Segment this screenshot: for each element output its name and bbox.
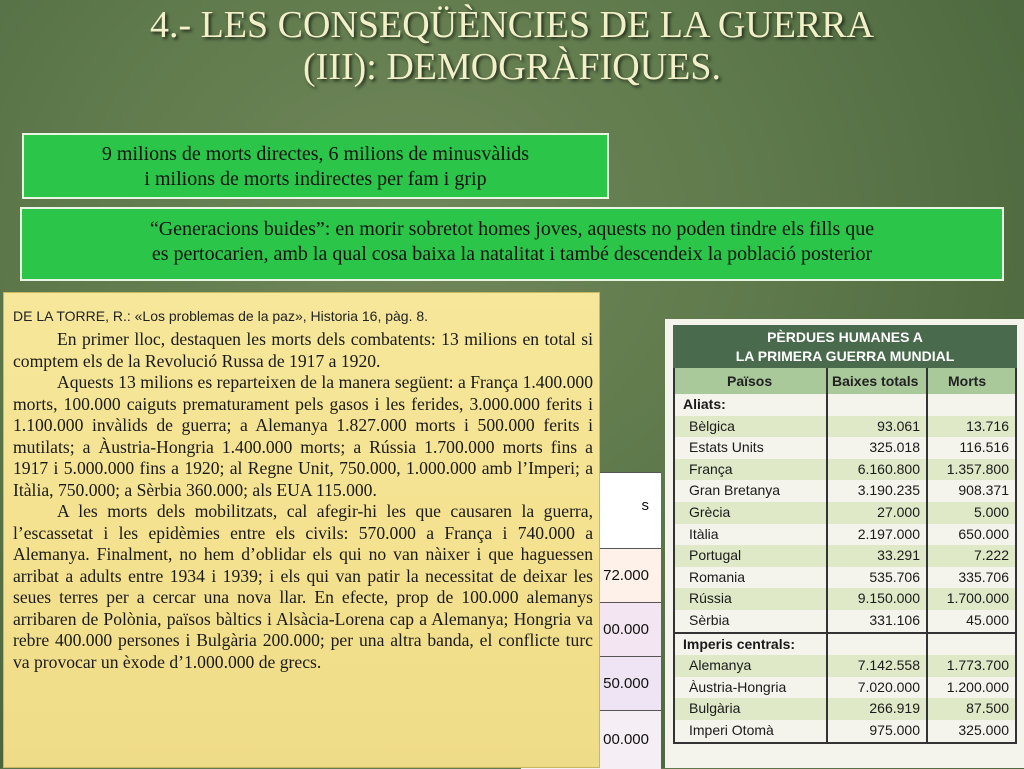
casualties-row bbox=[675, 459, 1015, 481]
casualties-body bbox=[675, 394, 1015, 742]
casualties-group-row bbox=[675, 632, 1015, 656]
casualties-country-cell: Estats Units bbox=[675, 437, 828, 459]
casualties-deaths-cell: 335.706 bbox=[958, 568, 1009, 585]
slide-title bbox=[0, 4, 1024, 88]
empty-cell bbox=[828, 634, 928, 656]
casualties-country-cell: Sèrbia bbox=[675, 610, 828, 632]
excerpt-paragraph-3: A les morts dels mobilitzats, cal afegir-hi les que causaren la guerra, l’escassetat i les epidèmies entre els civils: 570.000 a França i 740.000 a Alemanya. Finalment, no hem d’oblidar els qui no van nàixer i que haguessen arribat a adults entre 1934 i 1939; i els qui van patir la necessitat de deixar les seues terres per a cercar una nova llar. En efecte, prop de 100.000 alemanys arribaren de Polònia, països bàltics i Alsàcia-Lorena cap a Alemanya; Hongria va rebre 400.000 persones i Bulgària 200.000; per una altra banda, el conflicte turc va provocar un èxode d’1.000.000 de grecs. bbox=[13, 501, 593, 672]
column-header-total: Baixes totals bbox=[828, 368, 928, 394]
casualties-row bbox=[675, 480, 1015, 502]
casualties-deaths-cell: 908.371 bbox=[958, 482, 1009, 499]
casualties-total-cell: 2.197.000 bbox=[828, 524, 928, 546]
casualties-row bbox=[675, 567, 1015, 589]
background-table-cell: 00.000 bbox=[603, 731, 649, 748]
casualties-row bbox=[675, 524, 1015, 546]
casualties-total-cell: 331.106 bbox=[828, 610, 928, 632]
empty-cell bbox=[928, 634, 1015, 656]
casualties-deaths-cell: 13.716 bbox=[966, 417, 1009, 434]
casualties-deaths-cell: 1.773.700 bbox=[946, 657, 1009, 674]
casualties-country-cell: Alemanya bbox=[675, 655, 828, 677]
casualties-country-cell: Bulgària bbox=[675, 698, 828, 720]
excerpt-body bbox=[13, 329, 593, 673]
casualties-row bbox=[675, 720, 1015, 742]
deaths-summary-line2: i milions de morts indirectes per fam i grip bbox=[144, 168, 487, 190]
casualties-total-cell: 9.150.000 bbox=[828, 588, 928, 610]
casualties-row bbox=[675, 677, 1015, 699]
casualties-deaths-cell: 45.000 bbox=[966, 611, 1009, 628]
casualties-deaths-cell: 1.357.800 bbox=[946, 460, 1009, 477]
casualties-total-cell: 266.919 bbox=[828, 698, 928, 720]
casualties-deaths-cell: 116.516 bbox=[959, 439, 1009, 456]
casualties-group-label: Aliats: bbox=[675, 394, 828, 416]
empty-generations-box bbox=[20, 207, 1004, 281]
casualties-country-cell: Bèlgica bbox=[675, 416, 828, 438]
slide-title-line2: (III): DEMOGRÀFIQUES. bbox=[303, 46, 721, 88]
deaths-summary-line1: 9 milions de morts directes, 6 milions de minusvàlids bbox=[101, 143, 530, 165]
casualties-total-cell: 535.706 bbox=[828, 567, 928, 589]
casualties-total-cell: 325.018 bbox=[828, 437, 928, 459]
text-excerpt bbox=[3, 292, 600, 768]
casualties-total-cell: 7.142.558 bbox=[828, 655, 928, 677]
casualties-table-title bbox=[673, 325, 1017, 368]
casualties-row bbox=[675, 610, 1015, 632]
casualties-group-row bbox=[675, 394, 1015, 416]
casualties-country-cell: Portugal bbox=[675, 545, 828, 567]
casualties-deaths-cell: 5.000 bbox=[973, 503, 1009, 520]
casualties-grid bbox=[673, 368, 1017, 744]
empty-cell bbox=[928, 394, 1015, 416]
background-table-cell: 00.000 bbox=[603, 621, 649, 638]
background-table-cell: 50.000 bbox=[603, 675, 649, 692]
casualties-table bbox=[665, 319, 1024, 768]
background-table-cell: s bbox=[641, 497, 649, 514]
casualties-title-line1: PÈRDUES HUMANES A bbox=[767, 329, 923, 345]
slide-title-line1: 4.- LES CONSEQÜÈNCIES DE LA GUERRA bbox=[149, 4, 875, 46]
excerpt-source: DE LA TORRE, R.: «Los problemas de la paz», Historia 16, pàg. 8. bbox=[13, 308, 429, 324]
background-table-cell: 72.000 bbox=[603, 567, 649, 584]
casualties-total-cell: 33.291 bbox=[828, 545, 928, 567]
empty-generations-line2: es pertocarien, amb la qual cosa baixa la natalitat i també descendeix la població posterior bbox=[151, 243, 873, 265]
casualties-deaths-cell: 87.500 bbox=[966, 700, 1009, 717]
casualties-total-cell: 3.190.235 bbox=[828, 480, 928, 502]
casualties-country-cell: Imperi Otomà bbox=[675, 720, 828, 742]
casualties-total-cell: 7.020.000 bbox=[828, 677, 928, 699]
casualties-total-cell: 975.000 bbox=[828, 720, 928, 742]
casualties-deaths-cell: 7.222 bbox=[973, 547, 1009, 564]
casualties-country-cell: Itàlia bbox=[675, 524, 828, 546]
casualties-row bbox=[675, 502, 1015, 524]
casualties-total-cell: 27.000 bbox=[828, 502, 928, 524]
casualties-country-cell: França bbox=[675, 459, 828, 481]
deaths-summary-box bbox=[22, 133, 609, 199]
casualties-total-cell: 6.160.800 bbox=[828, 459, 928, 481]
empty-cell bbox=[828, 394, 928, 416]
casualties-row bbox=[675, 416, 1015, 438]
casualties-deaths-cell: 1.200.000 bbox=[946, 678, 1009, 695]
casualties-country-cell: Rússia bbox=[675, 588, 828, 610]
casualties-row bbox=[675, 698, 1015, 720]
column-header-deaths: Morts bbox=[948, 373, 987, 389]
casualties-deaths-cell: 1.700.000 bbox=[946, 590, 1009, 607]
casualties-row bbox=[675, 655, 1015, 677]
casualties-country-cell: Gran Bretanya bbox=[675, 480, 828, 502]
casualties-total-cell: 93.061 bbox=[828, 416, 928, 438]
casualties-country-cell: Grècia bbox=[675, 502, 828, 524]
casualties-title-line2: LA PRIMERA GUERRA MUNDIAL bbox=[735, 348, 955, 364]
casualties-row bbox=[675, 545, 1015, 567]
empty-generations-line1: “Generacions buides”: en morir sobretot homes joves, aquests no poden tindre els fills que bbox=[149, 218, 875, 240]
casualties-country-cell: Romania bbox=[675, 567, 828, 589]
casualties-row bbox=[675, 437, 1015, 459]
casualties-group-label: Imperis centrals: bbox=[675, 634, 828, 656]
casualties-deaths-cell: 650.000 bbox=[958, 525, 1009, 542]
casualties-country-cell: Àustria-Hongria bbox=[675, 677, 828, 699]
excerpt-paragraph-2: Aquests 13 milions es reparteixen de la manera següent: a França 1.400.000 morts, 100.000 caiguts prematurament pels gasos i les ferides, 3.000.000 ferits i 1.100.000 invàlids de guerra; a Alemanya 1.827.000 morts i 500.000 ferits i mutilats; a Àustria-Hongria 1.400.000 morts; a Rússia 1.700.000 morts fins a 1917 i 5.000.000 fins a 1920; al Regne Unit, 750.000, 1.000.000 amb l’Imperi; a Itàlia, 750.000; a Sèrbia 360.000; als EUA 115.000. bbox=[13, 372, 593, 500]
column-header-country: Països bbox=[675, 368, 828, 394]
casualties-row bbox=[675, 588, 1015, 610]
excerpt-paragraph-1: En primer lloc, destaquen les morts dels combatents: 13 milions en total si comptem els de la Revolució Russa de 1917 a 1920. bbox=[13, 329, 593, 371]
casualties-column-headers bbox=[675, 368, 1015, 394]
casualties-deaths-cell: 325.000 bbox=[958, 721, 1009, 738]
